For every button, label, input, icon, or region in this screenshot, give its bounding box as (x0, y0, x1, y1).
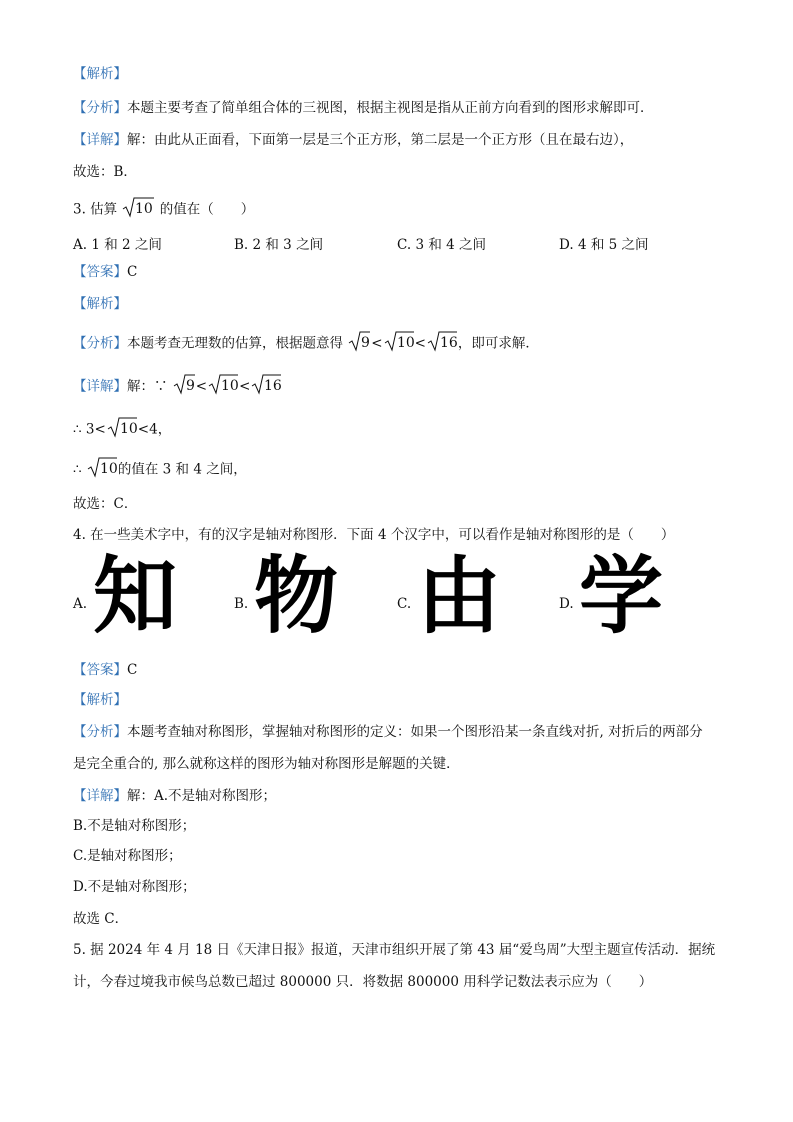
svg-text:10: 10 (221, 378, 239, 394)
xiangjie-text: 解：由此从正面看，下面第一层是三个正方形，第二层是一个正方形（且在最右边）， (127, 132, 634, 148)
svg-text:9: 9 (185, 378, 195, 394)
fenxi-tag: 【分析】 (73, 724, 127, 740)
svg-text:9: 9 (361, 335, 371, 351)
xiangjie-text: 解：∵ (127, 378, 168, 395)
less-than: < (414, 335, 426, 352)
answer-tag: 【答案】 (73, 264, 127, 280)
analysis-tag: 【解析】 (73, 66, 127, 82)
q4-stem: 4. 在一些美术字中，有的汉字是轴对称图形．下面 4 个汉字中，可以看作是轴对称图形的是（ ） (73, 527, 675, 543)
sqrt-9-symbol (172, 373, 196, 401)
detail-line (73, 130, 633, 150)
q4-fenxi-line2: 是完全重合的, 那么就称这样的图形为轴对称图形是解题的关键． (73, 756, 460, 772)
q4-answer-line (73, 660, 137, 680)
svg-text:10: 10 (99, 461, 118, 477)
glyph-zhi: 知 (93, 547, 178, 645)
svg-text:10: 10 (396, 335, 415, 351)
q3-stem (73, 196, 254, 224)
q4-xiangjie-line: 【详解】解：A.不是轴对称图形； (73, 788, 277, 804)
q3-option-d: D. 4 和 5 之间 (559, 237, 649, 253)
answer-value: C (127, 662, 138, 678)
conclusion-line: 故选：B． (73, 164, 137, 180)
q4-conclusion: 故选 C． (73, 911, 129, 927)
answer-tag: 【答案】 (73, 662, 127, 678)
q4-options: A. 知 B. 物 C. 由 D. 学 (73, 547, 664, 645)
q3-prefix: 3. 估算 (73, 201, 118, 218)
sqrt-16-symbol (250, 373, 282, 401)
xiangjie-tag: 【详解】 (73, 788, 127, 804)
sqrt-radicand: 10 (135, 201, 154, 217)
svg-text:16: 16 (264, 378, 283, 394)
q3-step3-line: ∴ 10 的值在 3 和 4 之间， (73, 456, 247, 484)
fenxi-tag: 【分析】 (73, 335, 127, 352)
xiangjie-tag: 【详解】 (73, 378, 127, 395)
q5-line1: 5. 据 2024 年 4 月 18 日《天津日报》报道，天津市组织开展了第 43 届“爱鸟周”大型主题宣传活动．据统 (73, 942, 716, 958)
q4-fenxi-line1: 【分析】本题考查轴对称图形，掌握轴对称图形的定义：如果一个图形沿某一条直线对折, 对折后的两部分 (73, 724, 703, 740)
q3-suffix: 的值在（ ） (159, 201, 255, 218)
fenxi-suffix: ，即可求解． (457, 335, 539, 352)
sqrt-10-symbol (106, 416, 138, 444)
q3-option-b: B. 2 和 3 之间 (234, 237, 324, 253)
sqrt-9-symbol (347, 330, 371, 358)
q3-conclusion: 故选：C． (73, 496, 138, 512)
sqrt-10-symbol (207, 373, 239, 401)
q3-option-c: C. 3 和 4 之间 (397, 237, 486, 253)
glyph-you: 由 (417, 547, 502, 645)
q4-analysis-tag: 【解析】 (73, 692, 127, 708)
fenxi-text: 本题考查无理数的估算，根据题意得 (127, 335, 343, 352)
sqrt-16-symbol (426, 330, 458, 358)
q3-analysis-tag: 【解析】 (73, 296, 127, 312)
q5-line2: 计，今春过境我市候鸟总数已超过 800000 只．将数据 800000 用科学记数法表示应为（ ） (73, 974, 653, 990)
sqrt-10-symbol (383, 330, 415, 358)
analysis-line (73, 98, 654, 118)
q3-options (73, 233, 733, 253)
q3-xiangjie-line: 【详解】解：∵ 9 < 10 < 16 (73, 373, 282, 401)
fenxi-tag: 【分析】 (73, 100, 127, 116)
xiangjie-tag: 【详解】 (73, 132, 127, 148)
q4-line-d: D.不是轴对称图形； (73, 879, 196, 895)
fenxi-text: 本题主要考查了简单组合体的三视图，根据主视图是指从正前方向看到的图形求解即可． (127, 100, 654, 116)
svg-text:10: 10 (119, 421, 138, 437)
q3-step2-line: ∴ 3< 10 <4， (73, 416, 171, 444)
sqrt-10-symbol (121, 196, 155, 224)
glyph-xue: 学 (579, 547, 664, 645)
q3-option-a: A. 1 和 2 之间 (73, 237, 162, 253)
svg-text:16: 16 (439, 335, 458, 351)
q4-line-c: C.是轴对称图形； (73, 848, 182, 864)
less-than: < (371, 335, 383, 352)
q3-answer-line (73, 262, 137, 282)
q4-line-b: B.不是轴对称图形； (73, 818, 196, 834)
q3-fenxi-line (73, 330, 539, 358)
glyph-wu: 物 (254, 547, 339, 645)
answer-value: C (127, 264, 138, 280)
sqrt-10-symbol (86, 456, 118, 484)
